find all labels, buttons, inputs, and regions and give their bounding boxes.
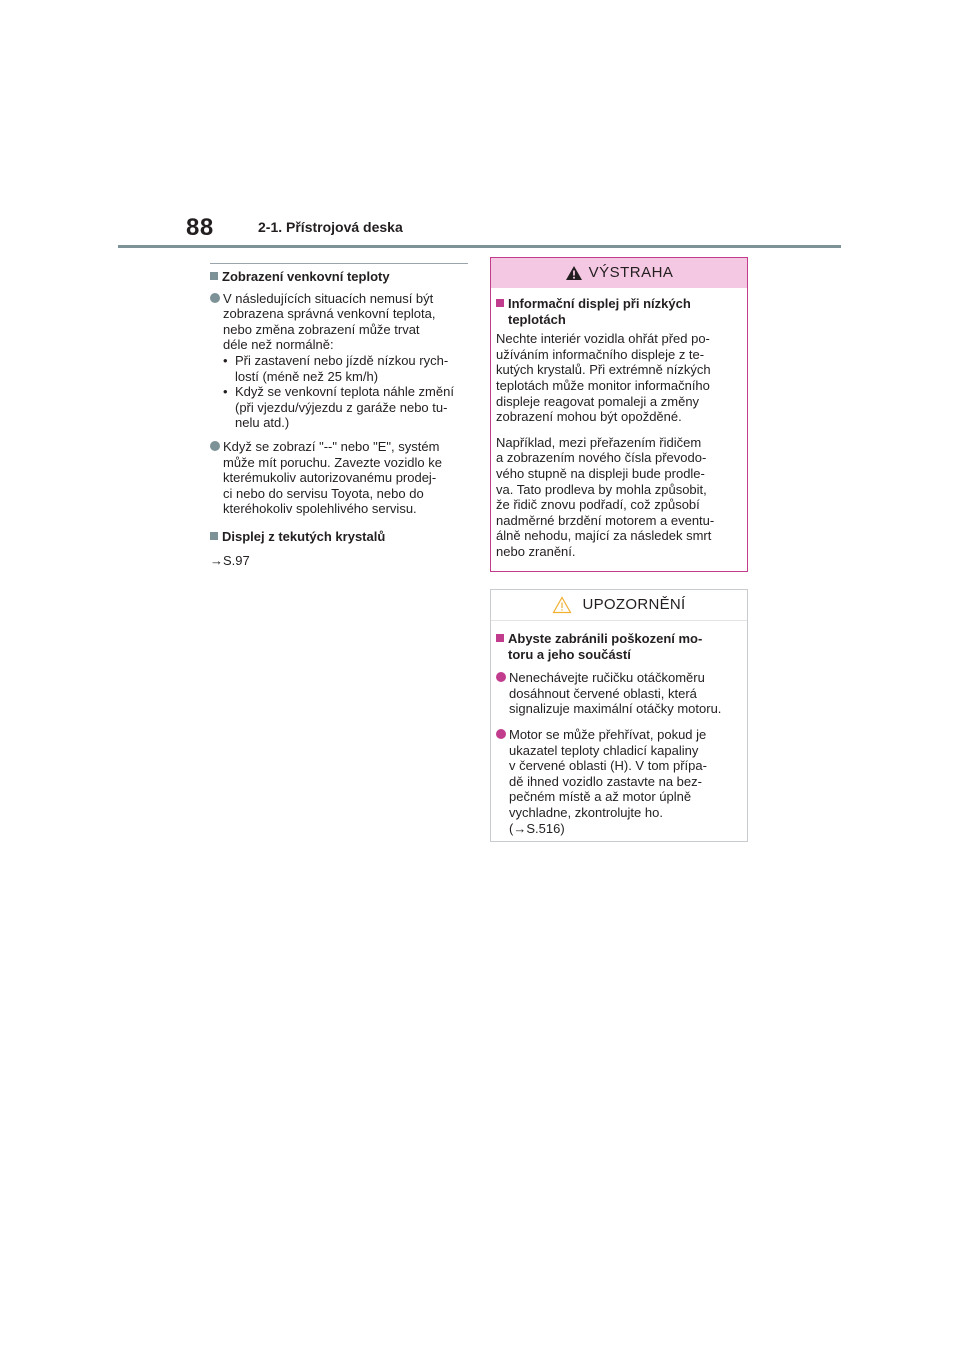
warning-box (490, 257, 748, 572)
text-line: lostí (méně než 25 km/h) (235, 368, 379, 384)
text-line: álně nehodu, mající za následek smrt (496, 528, 712, 544)
dot-bullet-icon: • (223, 384, 228, 400)
warning-paragraph (496, 331, 741, 425)
circle-bullet-icon (496, 672, 506, 682)
sub-list-item (223, 384, 454, 431)
text-line: ukazatel teploty chladicí kapaliny (509, 742, 699, 758)
text-line: užíváním informačního displeje z te- (496, 346, 705, 362)
text-line: déle než normálně: (223, 337, 334, 353)
section-heading (210, 529, 468, 545)
text-line: a zobrazením nového čísla převodo- (496, 450, 707, 466)
section-heading-text: Zobrazení venkovní teploty (222, 269, 390, 284)
circle-bullet-icon (496, 729, 506, 739)
text-line: displeje reagovat pomaleji a změny (496, 393, 700, 409)
text-line: zobrazení mohou být opožděné. (496, 409, 682, 425)
text-line: ci nebo do servisu Toyota, nebo do (223, 485, 424, 501)
text-line: nadměrné brzdění motorem a eventu- (496, 512, 715, 528)
text-line: (při vjezdu/výjezdu z garáže nebo tu- (235, 399, 448, 415)
warning-paragraph (496, 435, 741, 560)
caution-title: UPOZORNĚNÍ (582, 596, 686, 614)
text-line: pečném místě a až motor úplně (509, 789, 692, 805)
arrow-icon: → (210, 552, 223, 568)
bullet-item (210, 439, 468, 517)
square-bullet-icon (496, 634, 504, 642)
caution-triangle-icon (552, 596, 572, 614)
text-line: vychladne, zkontrolujte ho. (509, 804, 663, 820)
text-line: nelu atd.) (235, 415, 290, 431)
square-bullet-icon (210, 532, 218, 540)
text-line: že řidič znovu podřadí, což způsobí (496, 497, 700, 513)
circle-bullet-icon (210, 441, 220, 451)
sub-list-item (223, 353, 454, 384)
text-line: kteréhokoliv spolehlivého servisu. (223, 501, 417, 517)
chapter-title: 2-1. Přístrojová deska (258, 219, 403, 235)
header-rule (118, 245, 841, 248)
text-line: Při zastavení nebo jízdě nízkou rych- (235, 352, 449, 368)
page-reference (509, 821, 707, 837)
caution-header (491, 590, 747, 621)
text-line: vého stupně na displeji bude prodle- (496, 465, 705, 481)
text-line: může mít poruchu. Zavezte vozidlo ke (223, 454, 442, 470)
warning-subheading (496, 296, 741, 327)
warning-triangle-icon (565, 265, 583, 281)
square-bullet-icon (496, 299, 504, 307)
section-heading (210, 263, 468, 285)
arrow-icon: → (513, 820, 527, 836)
text-line: Motor se může přehřívat, pokud je (509, 726, 707, 742)
text-line: Informační displej při nízkých (508, 296, 691, 311)
text-line: kterémukoliv autorizovanému prodej- (223, 470, 437, 486)
paren: ( (509, 820, 514, 836)
warning-title: VÝSTRAHA (588, 264, 674, 282)
circle-bullet-icon (210, 293, 220, 303)
text-line: kutých krystalů. Při extrémně nízkých (496, 362, 711, 378)
text-line: nebo změna zobrazení může trvat (223, 321, 420, 337)
square-bullet-icon (210, 272, 218, 280)
text-line: nebo zranění. (496, 543, 576, 559)
text-line: zobrazena správná venkovní teplota, (223, 306, 436, 322)
section-heading-text: Displej z tekutých krystalů (222, 528, 386, 544)
text-line: dě ihned vozidlo zastavte na bez- (509, 773, 702, 789)
text-line: va. Tato prodleva by mohla způsobit, (496, 481, 707, 497)
text-line: Když se zobrazí "--" nebo "E", systém (223, 438, 440, 454)
text-line: Nechte interiér vozidla ohřát před po- (496, 331, 710, 347)
bullet-item (210, 291, 468, 431)
text-line: Abyste zabránili poškození mo- (508, 631, 703, 646)
bullet-item (496, 670, 741, 717)
warning-body (491, 288, 747, 560)
text-line: teplotách (508, 311, 566, 327)
caution-body (491, 621, 747, 836)
text-line: Nenechávejte ručičku otáčkoměru (509, 670, 705, 686)
text-line: dosáhnout červené oblasti, která (509, 685, 697, 701)
text-line: teplotách může monitor informačního (496, 377, 710, 393)
caution-subheading (496, 631, 741, 662)
text-line: toru a jeho součástí (508, 646, 631, 662)
page-number: 88 (186, 214, 214, 241)
text-line: V následujících situacích nemusí být (223, 290, 434, 306)
text-line: signalizuje maximální otáčky motoru. (509, 701, 722, 717)
dot-bullet-icon: • (223, 352, 228, 368)
caution-box (490, 589, 748, 842)
text-line: Když se venkovní teplota náhle změní (235, 384, 454, 400)
bullet-item (496, 727, 741, 836)
page-reference-text: S.97 (223, 552, 250, 568)
text-line: Například, mezi přeřazením řidičem (496, 434, 702, 450)
warning-header (491, 258, 747, 288)
page-reference (210, 553, 468, 569)
page-reference-text: S.516) (526, 820, 565, 836)
text-line: v červené oblasti (H). V tom přípa- (509, 758, 707, 774)
left-column (210, 263, 468, 568)
